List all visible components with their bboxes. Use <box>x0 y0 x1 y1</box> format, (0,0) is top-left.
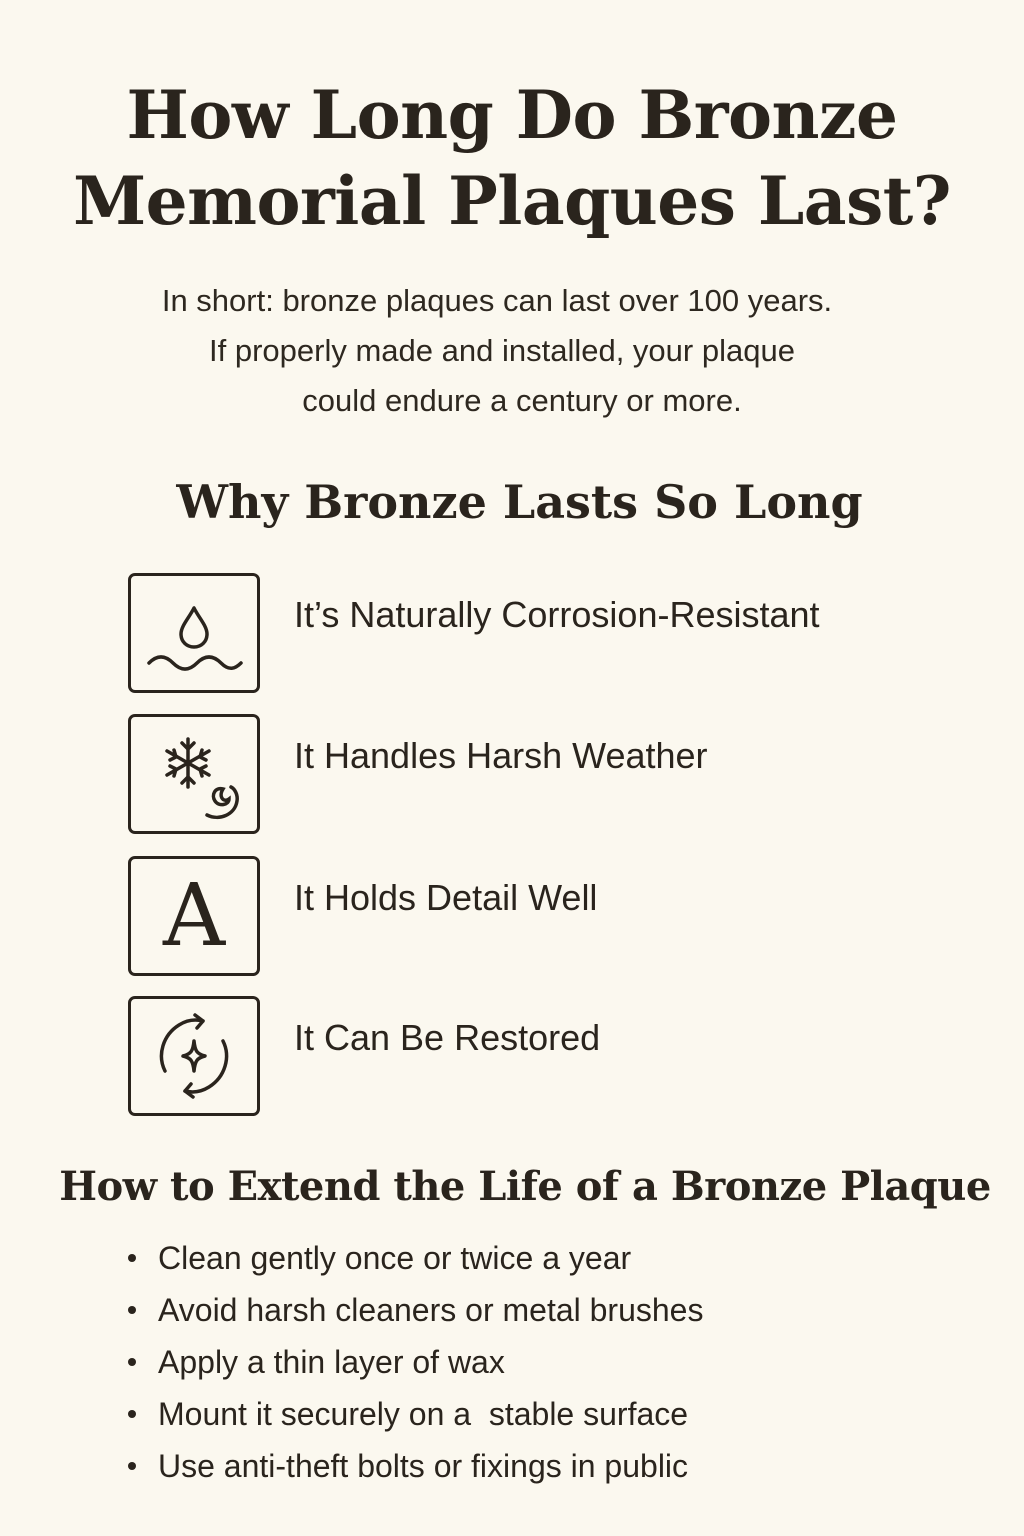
list-item <box>124 1440 703 1492</box>
feature-icon-box <box>128 573 260 693</box>
intro-line-2: If properly made and installed, your plaque <box>209 333 795 368</box>
intro-line-1: In short: bronze plaques can last over 100 years. <box>161 283 833 318</box>
tips-list <box>124 1232 703 1492</box>
page-title <box>0 72 1024 244</box>
title-line-1: How Long Do Bronze <box>126 76 898 154</box>
snowflake-moon-icon <box>131 717 257 831</box>
extend-heading: How to Extend the Life of a Bronze Plaque <box>59 1163 991 1210</box>
feature-label: It Holds Detail Well <box>294 877 598 918</box>
tip-text: Clean gently once or twice a year <box>158 1240 632 1276</box>
intro-text <box>0 276 1024 426</box>
list-item <box>124 1232 703 1284</box>
water-drop-icon <box>131 576 257 690</box>
bullet-icon <box>128 1410 136 1418</box>
feature-corrosion-resistant <box>128 573 908 693</box>
feature-restorable <box>128 996 908 1116</box>
bullet-icon <box>128 1254 136 1262</box>
bullet-icon <box>128 1358 136 1366</box>
title-line-2: Memorial Plaques Last? <box>73 162 951 240</box>
letter-a-icon: A <box>162 866 226 966</box>
tip-text: Apply a thin layer of wax <box>158 1344 505 1380</box>
feature-label: It Handles Harsh Weather <box>294 735 708 776</box>
restore-sparkle-icon <box>131 999 257 1113</box>
feature-label: It’s Naturally Corrosion-Resistant <box>294 594 820 635</box>
list-item <box>124 1388 703 1440</box>
feature-icon-box <box>128 996 260 1116</box>
feature-label: It Can Be Restored <box>294 1017 601 1058</box>
list-item <box>124 1336 703 1388</box>
feature-icon-box <box>128 856 260 976</box>
feature-icon-box <box>128 714 260 834</box>
tip-text: Avoid harsh cleaners or metal brushes <box>158 1292 704 1328</box>
bullet-icon <box>128 1306 136 1314</box>
list-item <box>124 1284 703 1336</box>
tip-text: Use anti-theft bolts or fixings in public <box>158 1448 689 1484</box>
tip-text: Mount it securely on a stable surface <box>158 1396 689 1432</box>
why-heading: Why Bronze Lasts So Long <box>176 475 863 529</box>
feature-holds-detail <box>128 856 908 976</box>
intro-line-3: could endure a century or more. <box>302 383 742 418</box>
bullet-icon <box>128 1462 136 1470</box>
feature-harsh-weather <box>128 714 908 834</box>
